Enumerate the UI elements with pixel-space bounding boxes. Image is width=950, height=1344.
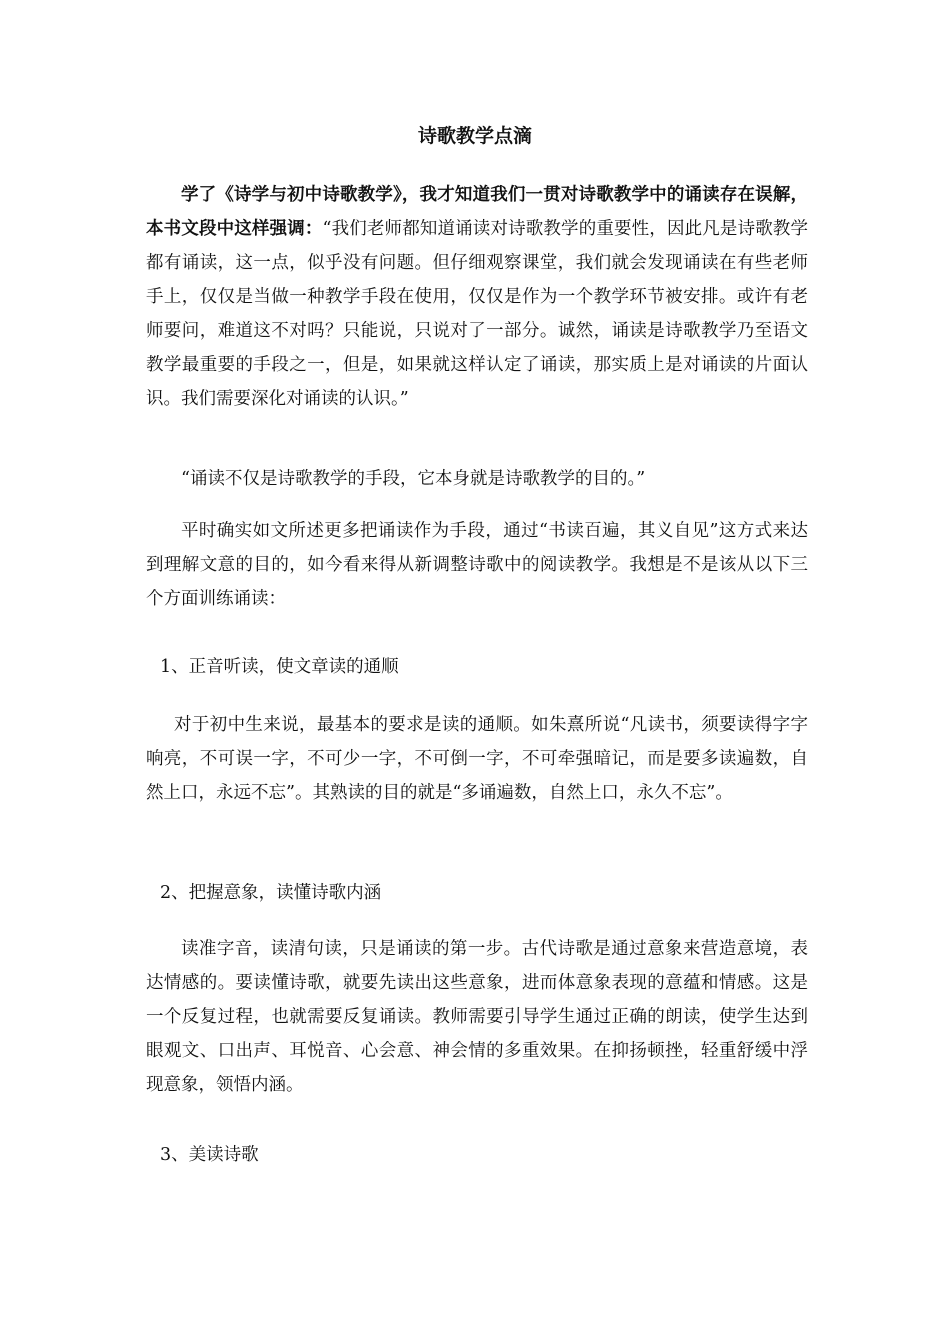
intro-quote-text: “我们老师都知道诵读对诗歌教学的重要性，因此凡是诗歌教学都有诵读，这一点，似乎没有问题。但仔细观察课堂，我们就会发现诵读在有些老师手上，仅仅是当做一种教学手段在使用，仅仅是作为一个教学环节被安排。或许有老师要问，难道这不对吗？只能说，只说对了一部分。诚然，诵读是诗歌教学乃至语文教学最重要的手段之一，但是，如果就这样认定了诵读，那实质上是对诵读的片面认识。我们需要深化对诵读的认识。” xyxy=(146,219,808,409)
intro-bold-text: 学了《诗学与初中诗歌教学》，我才知道我们一贯对诗歌教学中的诵读存在误解，本书文段中这样强调： xyxy=(146,185,808,239)
document-title: 诗歌教学点滴 xyxy=(417,125,532,147)
paragraph-section-2: 读准字音，读清句读，只是诵读的第一步。古代诗歌是通过意象来营造意境，表达情感的。要读懂诗歌，就要先读出这些意象，进而体意象表现的意蕴和情感。这是一个反复过程，也就需要反复诵读。教师需要引导学生通过正确的朗读，使学生达到眼观文、口出声、耳悦音、心会意、神会情的多重效果。在抑扬顿挫，轻重舒缓中浮现意象，领悟内涵。 xyxy=(146,939,808,1095)
paragraph-section-1: 对于初中生来说，最基本的要求是读的通顺。如朱熹所说“凡读书，须要读得字字响亮，不可误一字，不可少一字，不可倒一字，不可牵强暗记，而是要多读遍数，自然上口，永远不忘”。其熟读的目的就是“多诵遍数，自然上口，永久不忘”。 xyxy=(146,715,808,803)
paragraph-intro xyxy=(146,178,808,416)
section-heading-3: 3、美读诗歌 xyxy=(160,1145,259,1165)
paragraph-quote: “诵读不仅是诗歌教学的手段，它本身就是诗歌教学的目的。” xyxy=(181,469,646,489)
section-heading-1: 1、正音听读，使文章读的通顺 xyxy=(160,657,399,677)
paragraph-practice: 平时确实如文所述更多把诵读作为手段，通过“书读百遍，其义自见”这方式来达到理解文意的目的，如今看来得从新调整诗歌中的阅读教学。我想是不是该从以下三个方面训练诵读： xyxy=(146,521,808,609)
section-heading-2: 2、把握意象，读懂诗歌内涵 xyxy=(160,883,382,903)
